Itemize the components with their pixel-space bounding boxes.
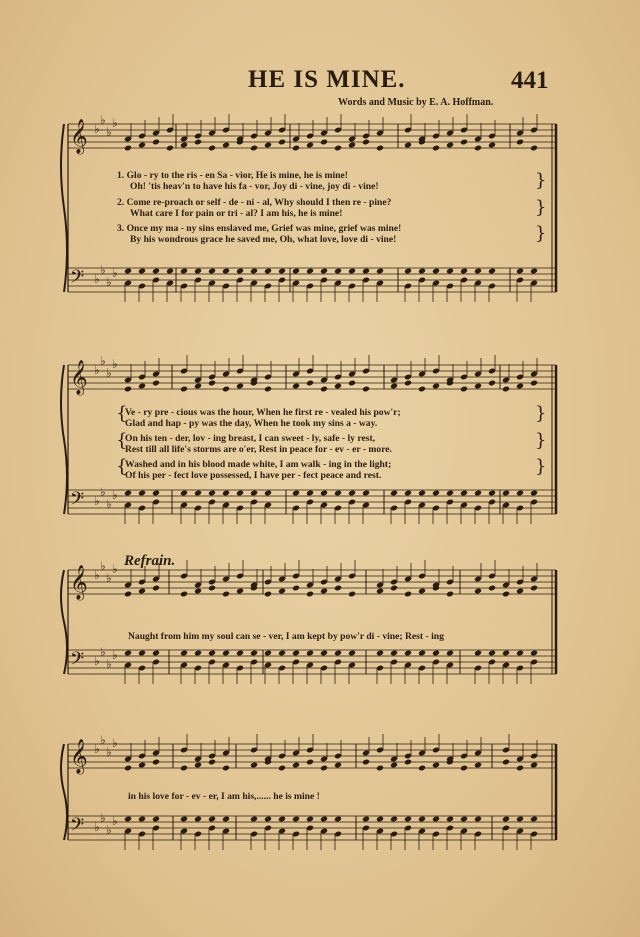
bass-clef-icon: 𝄢 (70, 649, 85, 674)
verse-2-line-b: What care I for pain or tri - al? I am his, he is mine! (130, 208, 343, 219)
note (306, 380, 314, 387)
note (222, 816, 230, 823)
note (390, 762, 398, 769)
flat-icon: ♭ (106, 497, 112, 511)
note (348, 142, 356, 149)
note (516, 588, 524, 595)
note (250, 145, 258, 152)
note (124, 490, 132, 497)
note (362, 490, 370, 497)
note (516, 765, 524, 772)
bass-clef-icon: 𝄢 (70, 489, 85, 514)
note (502, 386, 510, 393)
note (208, 650, 216, 657)
flat-icon: ♭ (112, 266, 118, 280)
note (460, 816, 468, 823)
verse-1-line-b: Oh! 'tis heav'n to have his fa - vor, Joy di - vine, joy di - vine! (130, 181, 379, 192)
note (208, 145, 216, 152)
note (264, 268, 272, 275)
bass-clef-icon: 𝄢 (70, 815, 85, 840)
flat-icon: ♭ (100, 485, 106, 499)
note (124, 145, 132, 152)
note (460, 490, 468, 497)
note (516, 490, 524, 497)
note (516, 268, 524, 275)
note (250, 762, 258, 769)
note (474, 588, 482, 595)
flat-icon: ♭ (94, 122, 100, 136)
treble-clef-icon: 𝄞 (70, 360, 88, 395)
note (390, 383, 398, 390)
note (250, 816, 258, 823)
note (390, 490, 398, 497)
note (460, 765, 468, 772)
verse-3-line-b: By his wondrous grace he saved me, Oh, what love, love di - vine! (130, 234, 397, 245)
brace: { (116, 430, 128, 451)
flat-icon: ♭ (106, 275, 112, 289)
note (264, 142, 272, 149)
note (166, 268, 174, 275)
note (194, 762, 202, 769)
note (362, 816, 370, 823)
note (236, 268, 244, 275)
note (334, 490, 342, 497)
note (404, 759, 412, 766)
note (180, 386, 188, 393)
note (404, 142, 412, 149)
note (418, 386, 426, 393)
note (152, 139, 160, 146)
note (180, 591, 188, 598)
note (334, 762, 342, 769)
note (516, 650, 524, 657)
note (124, 268, 132, 275)
note (222, 386, 230, 393)
flat-icon: ♭ (112, 562, 118, 576)
note (418, 816, 426, 823)
note (530, 380, 538, 387)
brace: } (535, 403, 547, 424)
note (194, 383, 202, 390)
note (432, 762, 440, 769)
verse-3-line-c: Washed and in his blood made white, I am walk - ing in the light; (125, 459, 392, 470)
note (390, 650, 398, 657)
note (320, 490, 328, 497)
note (488, 490, 496, 497)
note (474, 145, 482, 152)
flat-icon: ♭ (94, 363, 100, 377)
note (404, 380, 412, 387)
note (236, 588, 244, 595)
note (432, 268, 440, 275)
note (138, 268, 146, 275)
refrain-line-1: Naught from him my soul can se - ver, I am kept by pow'r di - vine; Rest - ing (128, 631, 444, 642)
note (152, 650, 160, 657)
note (180, 650, 188, 657)
note (250, 650, 258, 657)
note (418, 268, 426, 275)
note (292, 145, 300, 152)
note (264, 591, 272, 598)
note (446, 268, 454, 275)
note (418, 588, 426, 595)
note (194, 816, 202, 823)
verse-3-line-d: Of his per - fect love possessed, I have per - fect peace and rest. (125, 470, 382, 481)
note (320, 588, 328, 595)
verse-1-line-c: Ve - ry pre - cious was the hour, When he first re - vealed his pow'r; (125, 407, 401, 418)
flat-icon: ♭ (100, 811, 106, 825)
note (320, 268, 328, 275)
note (194, 650, 202, 657)
note (320, 650, 328, 657)
note (530, 145, 538, 152)
note (376, 145, 384, 152)
note (502, 591, 510, 598)
note (530, 650, 538, 657)
note (320, 386, 328, 393)
verse-2-line-a: 2. Come re-proach or self - de - ni - al, Why should I then re - pine? (117, 197, 392, 208)
note (376, 816, 384, 823)
verse-3-line-a: 3. Once my ma - ny sins enslaved me, Grief was mine, grief was mine! (117, 223, 402, 234)
note (432, 145, 440, 152)
note (404, 816, 412, 823)
note (474, 268, 482, 275)
note (208, 759, 216, 766)
note (390, 816, 398, 823)
system-brace (61, 124, 67, 292)
note (138, 762, 146, 769)
note (292, 383, 300, 390)
refrain-line-2: in his love for - ev - er, I am his,...... he is mine ! (128, 791, 320, 802)
verse-1-line-a: 1. Glo - ry to the ris - en Sa - vior, He is mine, he is mine! (117, 170, 348, 181)
note (348, 650, 356, 657)
note (334, 268, 342, 275)
note (432, 650, 440, 657)
note (418, 490, 426, 497)
flat-icon: ♭ (100, 263, 106, 277)
note (292, 650, 300, 657)
note (446, 142, 454, 149)
note (208, 268, 216, 275)
flat-icon: ♭ (100, 113, 106, 127)
note (250, 268, 258, 275)
note (530, 585, 538, 592)
note (390, 585, 398, 592)
note (432, 490, 440, 497)
note (306, 142, 314, 149)
note (236, 650, 244, 657)
note (152, 816, 160, 823)
flat-icon: ♭ (112, 648, 118, 662)
note (124, 591, 132, 598)
flat-icon: ♭ (106, 657, 112, 671)
note (208, 380, 216, 387)
note (334, 383, 342, 390)
note (124, 386, 132, 393)
refrain-label: Refrain. (124, 553, 176, 569)
note (152, 759, 160, 766)
note (208, 585, 216, 592)
note (124, 816, 132, 823)
note (306, 268, 314, 275)
note (488, 142, 496, 149)
flat-icon: ♭ (100, 559, 106, 573)
brace: } (535, 430, 547, 451)
note (138, 650, 146, 657)
note (306, 650, 314, 657)
note (222, 591, 230, 598)
note (138, 383, 146, 390)
system-brace (61, 365, 67, 514)
note (222, 142, 230, 149)
note (236, 383, 244, 390)
note (502, 759, 510, 766)
note (404, 591, 412, 598)
note (180, 765, 188, 772)
brace: } (535, 456, 547, 477)
note (222, 650, 230, 657)
note (278, 650, 286, 657)
note (530, 762, 538, 769)
note (124, 765, 132, 772)
treble-clef-icon: 𝄞 (70, 565, 88, 600)
note (474, 490, 482, 497)
brace: } (535, 170, 547, 191)
note (488, 268, 496, 275)
note (152, 490, 160, 497)
note (362, 386, 370, 393)
note (208, 490, 216, 497)
brace: } (535, 223, 547, 244)
note (222, 268, 230, 275)
song-title: HE IS MINE. (248, 66, 406, 93)
note (362, 268, 370, 275)
flat-icon: ♭ (100, 645, 106, 659)
note (138, 142, 146, 149)
flat-icon: ♭ (94, 820, 100, 834)
note (152, 380, 160, 387)
flat-icon: ♭ (106, 745, 112, 759)
brace: } (535, 197, 547, 218)
note (180, 142, 188, 149)
note (474, 650, 482, 657)
flat-icon: ♭ (106, 366, 112, 380)
note (348, 591, 356, 598)
flat-icon: ♭ (94, 742, 100, 756)
note (152, 268, 160, 275)
flat-icon: ♭ (94, 494, 100, 508)
note (264, 490, 272, 497)
note (166, 145, 174, 152)
note (432, 816, 440, 823)
note (334, 145, 342, 152)
flat-icon: ♭ (94, 272, 100, 286)
note (460, 386, 468, 393)
credit-line: Words and Music by E. A. Hoffman. (338, 97, 494, 108)
note (376, 765, 384, 772)
note (474, 816, 482, 823)
flat-icon: ♭ (100, 733, 106, 747)
flat-icon: ♭ (112, 357, 118, 371)
note (194, 139, 202, 146)
flat-icon: ♭ (94, 654, 100, 668)
note (530, 268, 538, 275)
note (474, 762, 482, 769)
note (502, 816, 510, 823)
note (138, 490, 146, 497)
note (292, 585, 300, 592)
note (334, 816, 342, 823)
flat-icon: ♭ (112, 116, 118, 130)
flat-icon: ♭ (106, 823, 112, 837)
note (292, 268, 300, 275)
note (236, 490, 244, 497)
note (124, 650, 132, 657)
note (264, 650, 272, 657)
treble-clef-icon: 𝄞 (70, 739, 88, 774)
flat-icon: ♭ (106, 571, 112, 585)
note (278, 139, 286, 146)
note (278, 588, 286, 595)
note (138, 816, 146, 823)
note (348, 268, 356, 275)
note (264, 386, 272, 393)
note (250, 490, 258, 497)
note (376, 268, 384, 275)
verse-2-line-d: Rest till all life's storms are o'er, Rest in peace for - ev - er - more. (125, 444, 392, 455)
note (306, 591, 314, 598)
note (180, 816, 188, 823)
note (320, 765, 328, 772)
note (208, 816, 216, 823)
note (278, 268, 286, 275)
system-brace (61, 744, 67, 840)
note (292, 490, 300, 497)
note (418, 765, 426, 772)
brace: { (116, 403, 128, 424)
note (292, 762, 300, 769)
note (348, 380, 356, 387)
note (222, 765, 230, 772)
flat-icon: ♭ (94, 568, 100, 582)
note (194, 588, 202, 595)
note (488, 380, 496, 387)
note (516, 816, 524, 823)
note (516, 139, 524, 146)
note (432, 383, 440, 390)
page-number: 441 (511, 67, 549, 94)
note (278, 765, 286, 772)
note (194, 268, 202, 275)
note (334, 585, 342, 592)
system-brace (61, 570, 67, 674)
note (222, 490, 230, 497)
note (502, 650, 510, 657)
bass-clef-icon: 𝄢 (70, 267, 85, 292)
note (404, 490, 412, 497)
note (460, 139, 468, 146)
flat-icon: ♭ (112, 736, 118, 750)
note (152, 585, 160, 592)
note (404, 268, 412, 275)
note (530, 816, 538, 823)
note (306, 816, 314, 823)
note (446, 650, 454, 657)
note (404, 650, 412, 657)
note (474, 383, 482, 390)
verse-1-line-d: Glad and hap - py was the day, When he took my sins a - way. (125, 418, 378, 429)
flat-icon: ♭ (100, 354, 106, 368)
note (320, 816, 328, 823)
note (446, 490, 454, 497)
note (306, 759, 314, 766)
note (446, 591, 454, 598)
note (530, 490, 538, 497)
note (376, 588, 384, 595)
note (180, 268, 188, 275)
note (264, 816, 272, 823)
note (488, 585, 496, 592)
verse-2-line-c: On his ten - der, lov - ing breast, I can sweet - ly, safe - ly rest, (125, 433, 376, 444)
brace: { (116, 456, 128, 477)
note (194, 490, 202, 497)
note (460, 268, 468, 275)
note (306, 490, 314, 497)
note (376, 650, 384, 657)
note (362, 139, 370, 146)
note (348, 490, 356, 497)
note (488, 650, 496, 657)
note (418, 650, 426, 657)
flat-icon: ♭ (112, 488, 118, 502)
note (516, 383, 524, 390)
treble-clef-icon: 𝄞 (70, 119, 88, 154)
note (278, 816, 286, 823)
note (138, 588, 146, 595)
note (320, 139, 328, 146)
note (502, 490, 510, 497)
note (446, 816, 454, 823)
flat-icon: ♭ (106, 125, 112, 139)
note (334, 650, 342, 657)
note (362, 759, 370, 766)
note (292, 816, 300, 823)
note (180, 490, 188, 497)
flat-icon: ♭ (112, 814, 118, 828)
